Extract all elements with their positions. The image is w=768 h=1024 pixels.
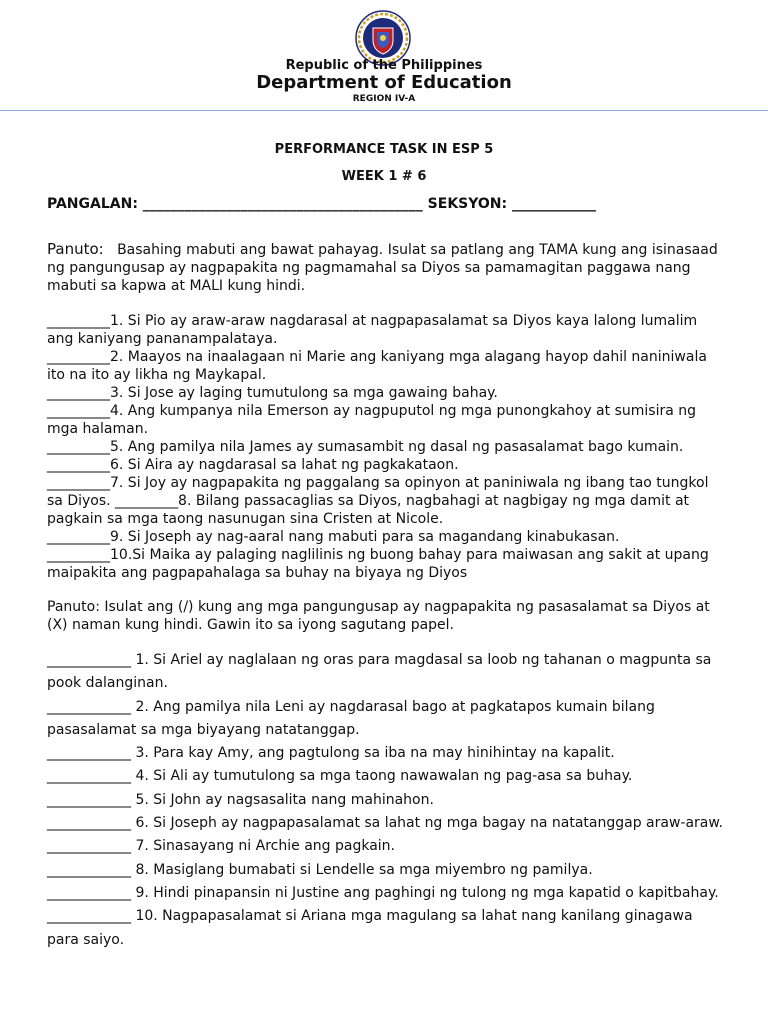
- list-item: ____________ 6. Si Joseph ay nagpapasalamat sa lahat ng mga bagay na natatanggap araw-araw. ____________ 7. Sinasayang ni Archie ang pagkain.: [47, 815, 723, 855]
- republic-heading: Republic of the Philippines: [285, 58, 483, 73]
- part1-item-list: [47, 312, 727, 582]
- department-heading: Department of Education: [256, 72, 512, 93]
- list-item: _________2. Maayos na inaalagaan ni Marie ang kaniyang mga alagang hayop dahil naniniwala ito na ito ay likha ng Maykapal.: [47, 349, 707, 383]
- name-section-line: PANGALAN: ________________________________________ SEKSYON: ____________: [47, 196, 596, 212]
- document-title: PERFORMANCE TASK IN ESP 5: [274, 142, 494, 157]
- list-item: _________5. Ang pamilya nila James ay sumasambit ng dasal ng pasasalamat bago kumain.: [47, 439, 684, 455]
- instruction-part1: [47, 240, 727, 295]
- list-item: ____________ 1. Si Ariel ay naglalaan ng oras para magdasal sa loob ng tahanan o magpunta sa pook dalanginan.: [47, 652, 712, 692]
- list-item: ____________ 3. Para kay Amy, ang pagtulong sa iba na may hinihintay na kapalit.: [47, 745, 615, 762]
- list-item: _________7. Si Joy ay nagpapakita ng paggalang sa opinyon at paniniwala ng ibang tao tungkol sa Diyos. _________8. Bilang passacaglias sa Diyos, nagbahagi at nagbigay ng mga damit at pagkain sa mga taong nasunugan sina Cristen at Nicole.: [47, 475, 709, 527]
- part2-item-list: [47, 649, 727, 952]
- week-label: WEEK 1 # 6: [341, 169, 427, 184]
- list-item: _________4. Ang kumpanya nila Emerson ay nagpuputol ng mga punongkahoy at sumisira ng mga halaman.: [47, 403, 696, 437]
- list-item: ____________ 10. Nagpapasalamat si Ariana mga magulang sa lahat nang kanilang ginagawa para saiyo.: [47, 908, 693, 948]
- list-item: _________10.Si Maika ay palaging naglilinis ng buong bahay para maiwasan ang sakit at upang maipakita ang pagpapahalaga sa buhay na biyaya ng Diyos: [47, 547, 709, 581]
- header-divider: [0, 110, 768, 111]
- list-item: ____________ 9. Hindi pinapansin ni Justine ang paghingi ng tulong ng mga kapatid o kapitbahay.: [47, 884, 719, 901]
- list-item: ____________ 8. Masiglang bumabati si Lendelle sa mga miyembro ng pamilya.: [47, 861, 593, 878]
- instruction-text: Basahing mabuti ang bawat pahayag. Isulat sa patlang ang TAMA kung ang isinasaad ng pangungusap ay nagpapakita ng pagmamahal sa Diyos sa pamamagitan paggawa nang mabuti sa kapwa at MALI kung hindi.: [47, 242, 718, 294]
- list-item: ____________ 2. Ang pamilya nila Leni ay nagdarasal bago at pagkatapos kumain bilang pasasalamat sa mga biyayang natatanggap.: [47, 698, 655, 738]
- list-item: _________6. Si Aira ay nagdarasal sa lahat ng pagkakataon.: [47, 457, 459, 473]
- region-heading: REGION IV-A: [352, 94, 416, 104]
- instruction-part2: Panuto: Isulat ang (/) kung ang mga pangungusap ay nagpapakita ng pasasalamat sa Diyos at (X) naman kung hindi. Gawin ito sa iyong sagutang papel.: [47, 599, 710, 633]
- list-item: ____________ 4. Si Ali ay tumutulong sa mga taong nawawalan ng pag-asa sa buhay.: [47, 768, 633, 785]
- list-item: ____________ 5. Si John ay nagsasalita nang mahinahon.: [47, 791, 434, 808]
- list-item: _________3. Si Jose ay laging tumutulong sa mga gawaing bahay.: [47, 385, 498, 401]
- list-item: _________9. Si Joseph ay nag-aaral nang mabuti para sa magandang kinabukasan.: [47, 529, 620, 545]
- list-item: _________1. Si Pio ay araw-araw nagdarasal at nagpapasalamat sa Diyos kaya lalong lumalim ang kaniyang pananampalataya.: [47, 313, 698, 347]
- instruction-label: Panuto:: [47, 240, 104, 258]
